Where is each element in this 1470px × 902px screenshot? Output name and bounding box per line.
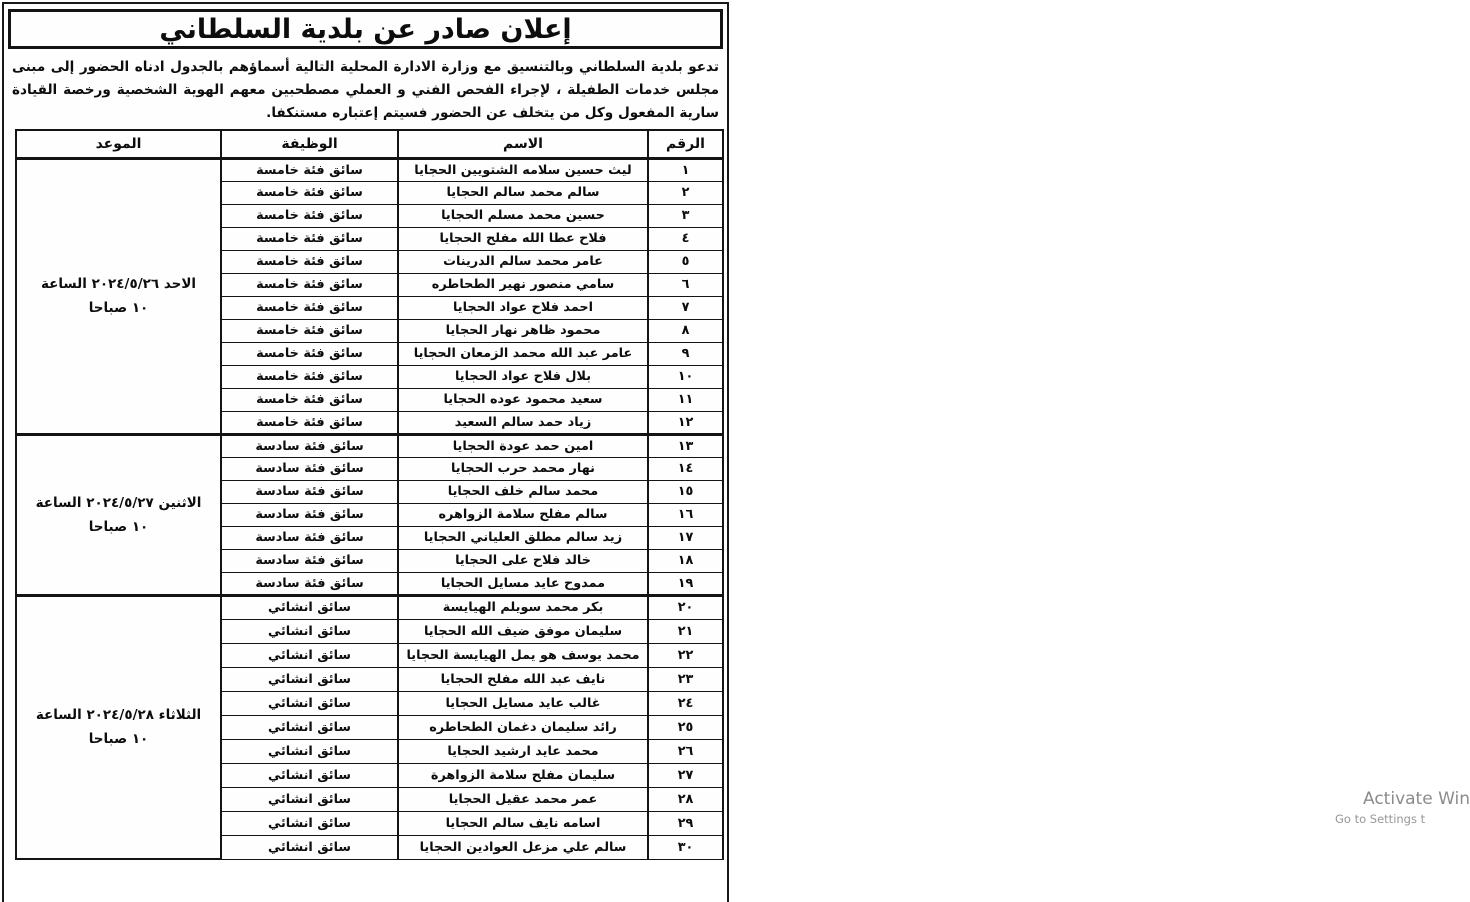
applicant-name-cell: سالم مفلح سلامة الزواهره	[398, 503, 648, 526]
job-cell: سائق انشائي	[221, 835, 398, 859]
page-title: إعلان صادر عن بلدية السلطاني	[159, 13, 572, 45]
applicant-name-cell: نهار محمد حرب الحجايا	[398, 457, 648, 480]
appointment-date-cell: الثلاثاء ٢٠٢٤/٥/٢٨ الساعة ١٠ صباحا	[16, 595, 221, 859]
col-header-date: الموعد	[16, 130, 221, 158]
row-number-cell: ١٥	[648, 480, 723, 503]
row-number-cell: ٢٣	[648, 667, 723, 691]
applicant-name-cell: زيد سالم مطلق العلياني الحجايا	[398, 526, 648, 549]
applicant-name-cell: حسين محمد مسلم الحجايا	[398, 204, 648, 227]
row-number-cell: ١٨	[648, 549, 723, 572]
job-cell: سائق انشائي	[221, 691, 398, 715]
job-cell: سائق فئة سادسة	[221, 457, 398, 480]
applicant-name-cell: فلاح عطا الله مفلح الحجايا	[398, 227, 648, 250]
applicant-name-cell: امين حمد عودة الحجايا	[398, 434, 648, 457]
table-header-row	[16, 130, 723, 158]
applicant-name-cell: عمر محمد عقيل الحجايا	[398, 787, 648, 811]
job-cell: سائق فئة سادسة	[221, 526, 398, 549]
job-cell: سائق فئة خامسة	[221, 158, 398, 181]
row-number-cell: ٢٥	[648, 715, 723, 739]
applicant-name-cell: سعيد محمود عوده الحجايا	[398, 388, 648, 411]
job-cell: سائق انشائي	[221, 595, 398, 619]
applicant-name-cell: اسامه نايف سالم الحجايا	[398, 811, 648, 835]
col-header-job: الوظيفة	[221, 130, 398, 158]
title-box	[8, 9, 723, 49]
job-cell: سائق انشائي	[221, 667, 398, 691]
job-cell: سائق فئة خامسة	[221, 319, 398, 342]
row-number-cell: ١٠	[648, 365, 723, 388]
applicant-name-cell: خالد فلاح على الحجايا	[398, 549, 648, 572]
schedule-table	[15, 129, 724, 860]
row-number-cell: ٢١	[648, 619, 723, 643]
applicant-name-cell: ممدوح عايد مسايل الحجايا	[398, 572, 648, 595]
watermark-activate-text: Activate Win	[1363, 789, 1470, 809]
row-number-cell: ٣٠	[648, 835, 723, 859]
applicant-name-cell: سليمان موفق ضيف الله الحجايا	[398, 619, 648, 643]
watermark-settings-text: Go to Settings t	[1335, 812, 1426, 826]
applicant-name-cell: غالب عايد مسايل الحجايا	[398, 691, 648, 715]
job-cell: سائق فئة خامسة	[221, 296, 398, 319]
row-number-cell: ٢٧	[648, 763, 723, 787]
row-number-cell: ٢٨	[648, 787, 723, 811]
appointment-date-cell: الاحد ٢٠٢٤/٥/٢٦ الساعة ١٠ صباحا	[16, 158, 221, 434]
row-number-cell: ٢	[648, 181, 723, 204]
row-number-cell: ٨	[648, 319, 723, 342]
row-number-cell: ٢٩	[648, 811, 723, 835]
row-number-cell: ٧	[648, 296, 723, 319]
row-number-cell: ٢٠	[648, 595, 723, 619]
job-cell: سائق فئة خامسة	[221, 388, 398, 411]
job-cell: سائق فئة سادسة	[221, 480, 398, 503]
applicant-name-cell: سامي منصور نهير الطحاطره	[398, 273, 648, 296]
row-number-cell: ١	[648, 158, 723, 181]
job-cell: سائق انشائي	[221, 763, 398, 787]
applicant-name-cell: بلال فلاح عواد الحجايا	[398, 365, 648, 388]
applicant-name-cell: ليث حسين سلامه الشتويين الحجايا	[398, 158, 648, 181]
row-number-cell: ٩	[648, 342, 723, 365]
job-cell: سائق فئة سادسة	[221, 434, 398, 457]
applicant-name-cell: محمد عايد ارشيد الحجايا	[398, 739, 648, 763]
job-cell: سائق فئة سادسة	[221, 503, 398, 526]
applicant-name-cell: رائد سليمان دغمان الطحاطره	[398, 715, 648, 739]
job-cell: سائق انشائي	[221, 715, 398, 739]
row-number-cell: ١٣	[648, 434, 723, 457]
table-row	[16, 595, 723, 619]
row-number-cell: ٢٤	[648, 691, 723, 715]
row-number-cell: ١٩	[648, 572, 723, 595]
applicant-name-cell: احمد فلاح عواد الحجايا	[398, 296, 648, 319]
job-cell: سائق انشائي	[221, 811, 398, 835]
row-number-cell: ٣	[648, 204, 723, 227]
job-cell: سائق فئة خامسة	[221, 365, 398, 388]
table-row	[16, 434, 723, 457]
row-number-cell: ٥	[648, 250, 723, 273]
row-number-cell: ١٧	[648, 526, 723, 549]
applicant-name-cell: عامر عبد الله محمد الزمعان الحجايا	[398, 342, 648, 365]
job-cell: سائق فئة خامسة	[221, 204, 398, 227]
job-cell: سائق فئة خامسة	[221, 342, 398, 365]
applicant-name-cell: سالم محمد سالم الحجايا	[398, 181, 648, 204]
job-cell: سائق فئة خامسة	[221, 411, 398, 434]
job-cell: سائق فئة سادسة	[221, 572, 398, 595]
table-row	[16, 158, 723, 181]
applicant-name-cell: عامر محمد سالم الدرينات	[398, 250, 648, 273]
job-cell: سائق فئة خامسة	[221, 181, 398, 204]
job-cell: سائق فئة خامسة	[221, 250, 398, 273]
applicant-name-cell: محمود ظاهر نهار الحجايا	[398, 319, 648, 342]
job-cell: سائق انشائي	[221, 739, 398, 763]
row-number-cell: ١٦	[648, 503, 723, 526]
job-cell: سائق فئة خامسة	[221, 273, 398, 296]
row-number-cell: ٦	[648, 273, 723, 296]
applicant-name-cell: سالم علي مزعل العوادين الحجايا	[398, 835, 648, 859]
applicant-name-cell: زياد حمد سالم السعيد	[398, 411, 648, 434]
job-cell: سائق انشائي	[221, 619, 398, 643]
intro-paragraph: تدعو بلدية السلطاني وبالتنسيق مع وزارة الادارة المحلية التالية أسماؤهم بالجدول ادناه الحضور إلى مبنى مجلس خدمات الطفيلة ، لإجراء الفحص الفني و العملي مصطحبين معهم الهوية الشخصية ورخصة القيادة سارية المفعول وكل من يتخلف عن الحضور فسيتم إعتباره مستنكفا.	[12, 59, 719, 121]
job-cell: سائق فئة خامسة	[221, 227, 398, 250]
row-number-cell: ١٤	[648, 457, 723, 480]
applicant-name-cell: سليمان مفلح سلامة الزواهرة	[398, 763, 648, 787]
job-cell: سائق انشائي	[221, 643, 398, 667]
job-cell: سائق انشائي	[221, 787, 398, 811]
applicant-name-cell: محمد يوسف هو يمل الهيايسة الحجايا	[398, 643, 648, 667]
row-number-cell: ١٢	[648, 411, 723, 434]
applicant-name-cell: محمد سالم خلف الحجايا	[398, 480, 648, 503]
row-number-cell: ١١	[648, 388, 723, 411]
applicant-name-cell: بكر محمد سويلم الهيايسة	[398, 595, 648, 619]
row-number-cell: ٢٢	[648, 643, 723, 667]
col-header-name: الاسم	[398, 130, 648, 158]
col-header-number: الرقم	[648, 130, 723, 158]
document-frame	[2, 2, 729, 902]
appointment-date-cell: الاثنين ٢٠٢٤/٥/٢٧ الساعة ١٠ صباحا	[16, 434, 221, 595]
row-number-cell: ٤	[648, 227, 723, 250]
job-cell: سائق فئة سادسة	[221, 549, 398, 572]
applicant-name-cell: نايف عبد الله مفلح الحجايا	[398, 667, 648, 691]
row-number-cell: ٢٦	[648, 739, 723, 763]
